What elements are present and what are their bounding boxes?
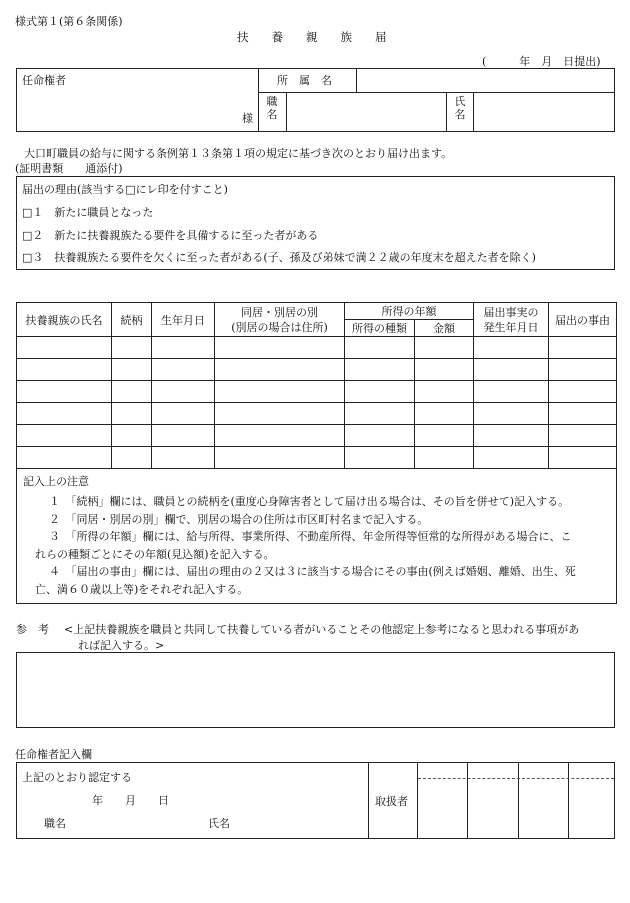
affiliation-field[interactable] xyxy=(360,69,612,90)
note-2: ２ 「同居・別居の別」欄で、別居の場合の住所は市区町村名まで記入する。 xyxy=(49,512,429,526)
certify-date: 年 月 日 xyxy=(92,794,169,807)
name-label-1: 氏 xyxy=(454,95,466,108)
notes-cell xyxy=(17,469,617,604)
note-4-cont: 亡、満６０歳以上等)をそれぞれ記入する。 xyxy=(35,582,249,596)
col-fact-date-2: 発生年月日 xyxy=(483,320,539,334)
appointer-section-heading: 任命権者記入欄 xyxy=(15,748,92,761)
post-label xyxy=(262,95,282,121)
post-label-1: 職 xyxy=(266,95,278,108)
appointer-label: 任命権者 xyxy=(22,74,66,87)
reference-text-1: <上記扶養親族を職員と共同して扶養している者がいることその他認定上参考になると思われる事項があ xyxy=(64,623,580,636)
col-relation: 続柄 xyxy=(112,303,152,337)
declaration: 大口町職員の給与に関する条例第１３条第１項の規定に基づき次のとおり届け出ます。 xyxy=(24,147,453,160)
note-3: ３ 「所得の年額」欄には、給与所得、事業所得、不動産所得、年金所得等恒常的な所得がある場合に、こ xyxy=(49,530,572,543)
form-number: 様式第１(第６条関係) xyxy=(15,15,123,28)
post-field[interactable] xyxy=(287,92,427,130)
col-name: 扶養親族の氏名 xyxy=(17,303,112,337)
note-3-cont: れらの種類ごとにその年額(見込額)を記入する。 xyxy=(35,547,275,561)
name-label xyxy=(450,95,470,121)
table-row[interactable] xyxy=(17,403,617,425)
handler-stamp-area[interactable] xyxy=(418,780,612,836)
certify-post: 職名 xyxy=(44,817,66,830)
col-reason: 届出の事由 xyxy=(549,303,617,337)
reason-item-1[interactable]: □１ 新たに職員となった xyxy=(22,206,154,219)
handler-label: 取扱者 xyxy=(375,795,408,808)
dependents-table xyxy=(16,302,617,604)
submission-date: ( 年 月 日提出) xyxy=(482,55,601,68)
sama-label: 様 xyxy=(242,112,253,125)
col-cohabit-main: 同居・別居の別 xyxy=(241,305,318,319)
reason-item-3[interactable]: □３ 扶養親族たる要件を欠くに至った者がある(子、孫及び弟妹で満２２歳の年度末を超えた者を除く) xyxy=(22,251,536,264)
col-income-type: 所得の種類 xyxy=(345,320,415,337)
table-row[interactable] xyxy=(17,447,617,469)
col-birth: 生年月日 xyxy=(152,303,215,337)
reference-text-2: れば記入する。> xyxy=(78,639,165,652)
reasons-heading: 届出の理由(該当する□にレ印を付すこと) xyxy=(22,183,228,196)
reason-item-2[interactable]: □２ 新たに扶養親族たる要件を具備するに至った者がある xyxy=(22,229,319,242)
certify-name: 氏名 xyxy=(208,817,230,830)
name-label-2: 名 xyxy=(454,108,466,121)
col-cohabit-sub: (別居の場合は住所) xyxy=(231,320,328,334)
col-cohabit xyxy=(215,303,345,337)
notes-list xyxy=(23,493,610,598)
post-label-2: 名 xyxy=(266,108,278,121)
form-title: 扶 養 親 族 届 xyxy=(237,30,387,44)
table-row[interactable] xyxy=(17,337,617,359)
reference-label: 参 考 xyxy=(16,623,49,636)
certify-text: 上記のとおり認定する xyxy=(22,771,132,784)
name-field[interactable] xyxy=(474,92,612,130)
affiliation-label: 所 属 名 xyxy=(277,74,332,87)
note-1: １ 「続柄」欄には、職員との続柄を(重度心身障害者として届け出る場合は、その旨を併せて)記入する。 xyxy=(49,495,570,508)
certificate: (証明書類 通添付) xyxy=(15,162,123,175)
col-income: 所得の年額 xyxy=(345,303,474,320)
reference-field[interactable] xyxy=(16,652,615,728)
table-row[interactable] xyxy=(17,381,617,403)
table-row[interactable] xyxy=(17,359,617,381)
col-fact-date-1: 届出事実の xyxy=(483,305,539,319)
notes-heading: 記入上の注意 xyxy=(23,475,89,488)
note-4: ４ 「届出の事由」欄には、届出の理由の２又は３に該当する場合にその事由(例えば婚姻、離婚、出生、死 xyxy=(49,565,576,578)
col-amount: 金額 xyxy=(415,320,474,337)
table-row[interactable] xyxy=(17,425,617,447)
col-fact-date xyxy=(474,303,549,337)
